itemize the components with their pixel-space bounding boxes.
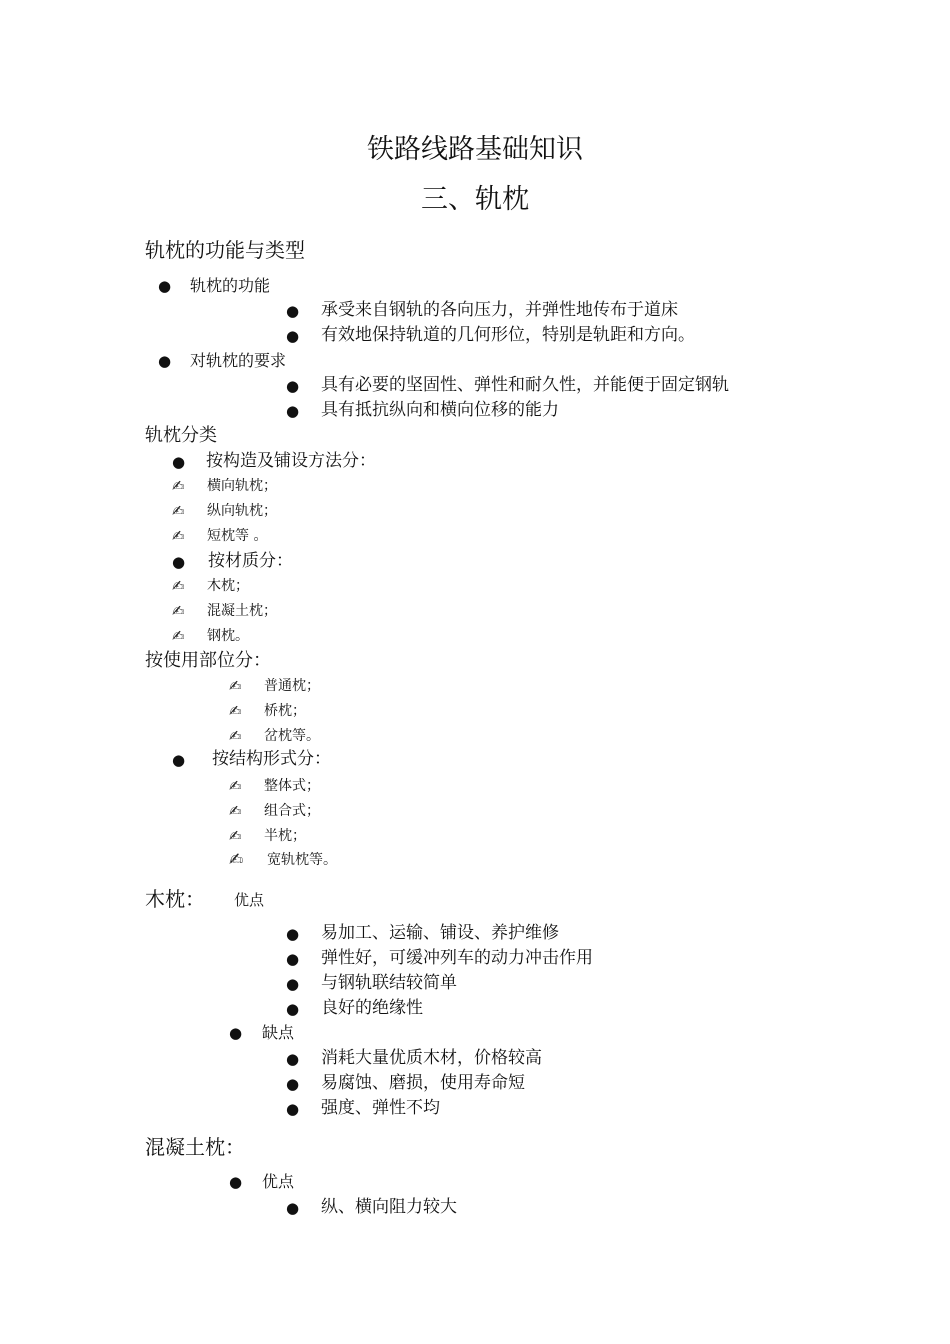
function-label: 轨枕的功能: [190, 276, 271, 295]
list-item: 易加工、运输、铺设、养护维修: [321, 923, 559, 943]
writing-hand-icon: ✍: [172, 577, 185, 595]
list-item: 半枕；: [264, 828, 306, 844]
list-item: 普通枕；: [264, 678, 320, 694]
bullet-icon: ●: [286, 950, 300, 968]
writing-hand-icon: ✍: [172, 527, 185, 545]
list-item: 强度、弹性不均: [321, 1098, 440, 1118]
bullet-icon: ●: [286, 302, 300, 320]
list-item: 良好的绝缘性: [321, 998, 423, 1018]
list-item: 具有必要的坚固性、弹性和耐久性，并能便于固定钢轨: [321, 375, 729, 395]
construction-label: 按构造及铺设方法分：: [206, 451, 376, 471]
bullet-icon: ●: [172, 453, 186, 471]
bullet-icon: ●: [286, 377, 300, 395]
usage-label: 按使用部位分：: [145, 650, 271, 671]
list-item: 桥枕；: [264, 703, 306, 719]
bullet-icon: ●: [286, 925, 300, 943]
writing-hand-icon: ✍: [229, 827, 242, 845]
list-item: 消耗大量优质木材，价格较高: [321, 1048, 542, 1068]
list-item: 钢枕。: [207, 628, 249, 644]
section-heading-function-types: 轨枕的功能与类型: [145, 238, 305, 262]
bullet-icon: ●: [172, 553, 186, 571]
bullet-icon: ●: [286, 1100, 300, 1118]
list-item: 木枕；: [207, 578, 249, 594]
bullet-icon: ●: [286, 1000, 300, 1018]
list-item: 宽轨枕等。: [267, 852, 337, 868]
writing-hand-icon: ✍: [229, 802, 242, 820]
list-item: 纵向轨枕；: [207, 503, 277, 519]
pros-label: 优点: [262, 1172, 295, 1191]
bullet-icon: ●: [158, 277, 172, 295]
bullet-icon: ●: [286, 327, 300, 345]
list-item: 组合式；: [264, 803, 320, 819]
page-subtitle: 三、轨枕: [421, 184, 529, 215]
list-item: 有效地保持轨道的几何形位，特别是轨距和方向。: [321, 325, 695, 345]
writing-hand-icon: ✍: [172, 602, 185, 620]
writing-hand-icon: ✍: [229, 677, 242, 695]
list-item: 具有抵抗纵向和横向位移的能力: [321, 400, 559, 420]
section-heading-wood: 木枕：: [145, 887, 205, 911]
page-title: 铁路线路基础知识: [367, 134, 583, 165]
writing-hand-icon: ✍: [172, 502, 185, 520]
section-heading-concrete: 混凝土枕：: [145, 1135, 245, 1159]
bullet-icon: ●: [158, 352, 172, 370]
bullet-icon: ●: [229, 1024, 243, 1042]
list-item: 短枕等 。: [207, 528, 268, 544]
writing-hand-icon: ✍: [172, 477, 185, 495]
bullet-icon: ●: [286, 1199, 300, 1217]
structure-label: 按结构形式分：: [212, 749, 331, 769]
list-item: 弹性好，可缓冲列车的动力冲击作用: [321, 948, 593, 968]
section-heading-classification: 轨枕分类: [145, 425, 217, 446]
writing-hand-icon: ✍: [229, 777, 242, 795]
bullet-icon: ●: [286, 975, 300, 993]
bullet-icon: ●: [229, 1173, 243, 1191]
bullet-icon: ●: [286, 402, 300, 420]
bullet-icon: ●: [286, 1050, 300, 1068]
list-item: 整体式；: [264, 778, 320, 794]
writing-hand-icon: ✍: [229, 727, 242, 745]
list-item: 岔枕等。: [264, 728, 320, 744]
list-item: 纵、横向阻力较大: [321, 1197, 457, 1217]
material-label: 按材质分：: [208, 551, 293, 571]
bullet-icon: ●: [172, 751, 186, 769]
list-item: 与钢轨联结较简单: [321, 973, 457, 993]
cons-label: 缺点: [262, 1023, 295, 1042]
writing-hand-icon: ✍: [229, 850, 244, 870]
requirement-label: 对轨枕的要求: [190, 351, 287, 370]
list-item: 横向轨枕；: [207, 478, 277, 494]
list-item: 易腐蚀、磨损，使用寿命短: [321, 1073, 525, 1093]
writing-hand-icon: ✍: [229, 702, 242, 720]
list-item: 混凝土枕；: [207, 603, 277, 619]
bullet-icon: ●: [286, 1075, 300, 1093]
pros-label: 优点: [234, 891, 265, 909]
writing-hand-icon: ✍: [172, 627, 185, 645]
list-item: 承受来自钢轨的各向压力，并弹性地传布于道床: [321, 300, 678, 320]
